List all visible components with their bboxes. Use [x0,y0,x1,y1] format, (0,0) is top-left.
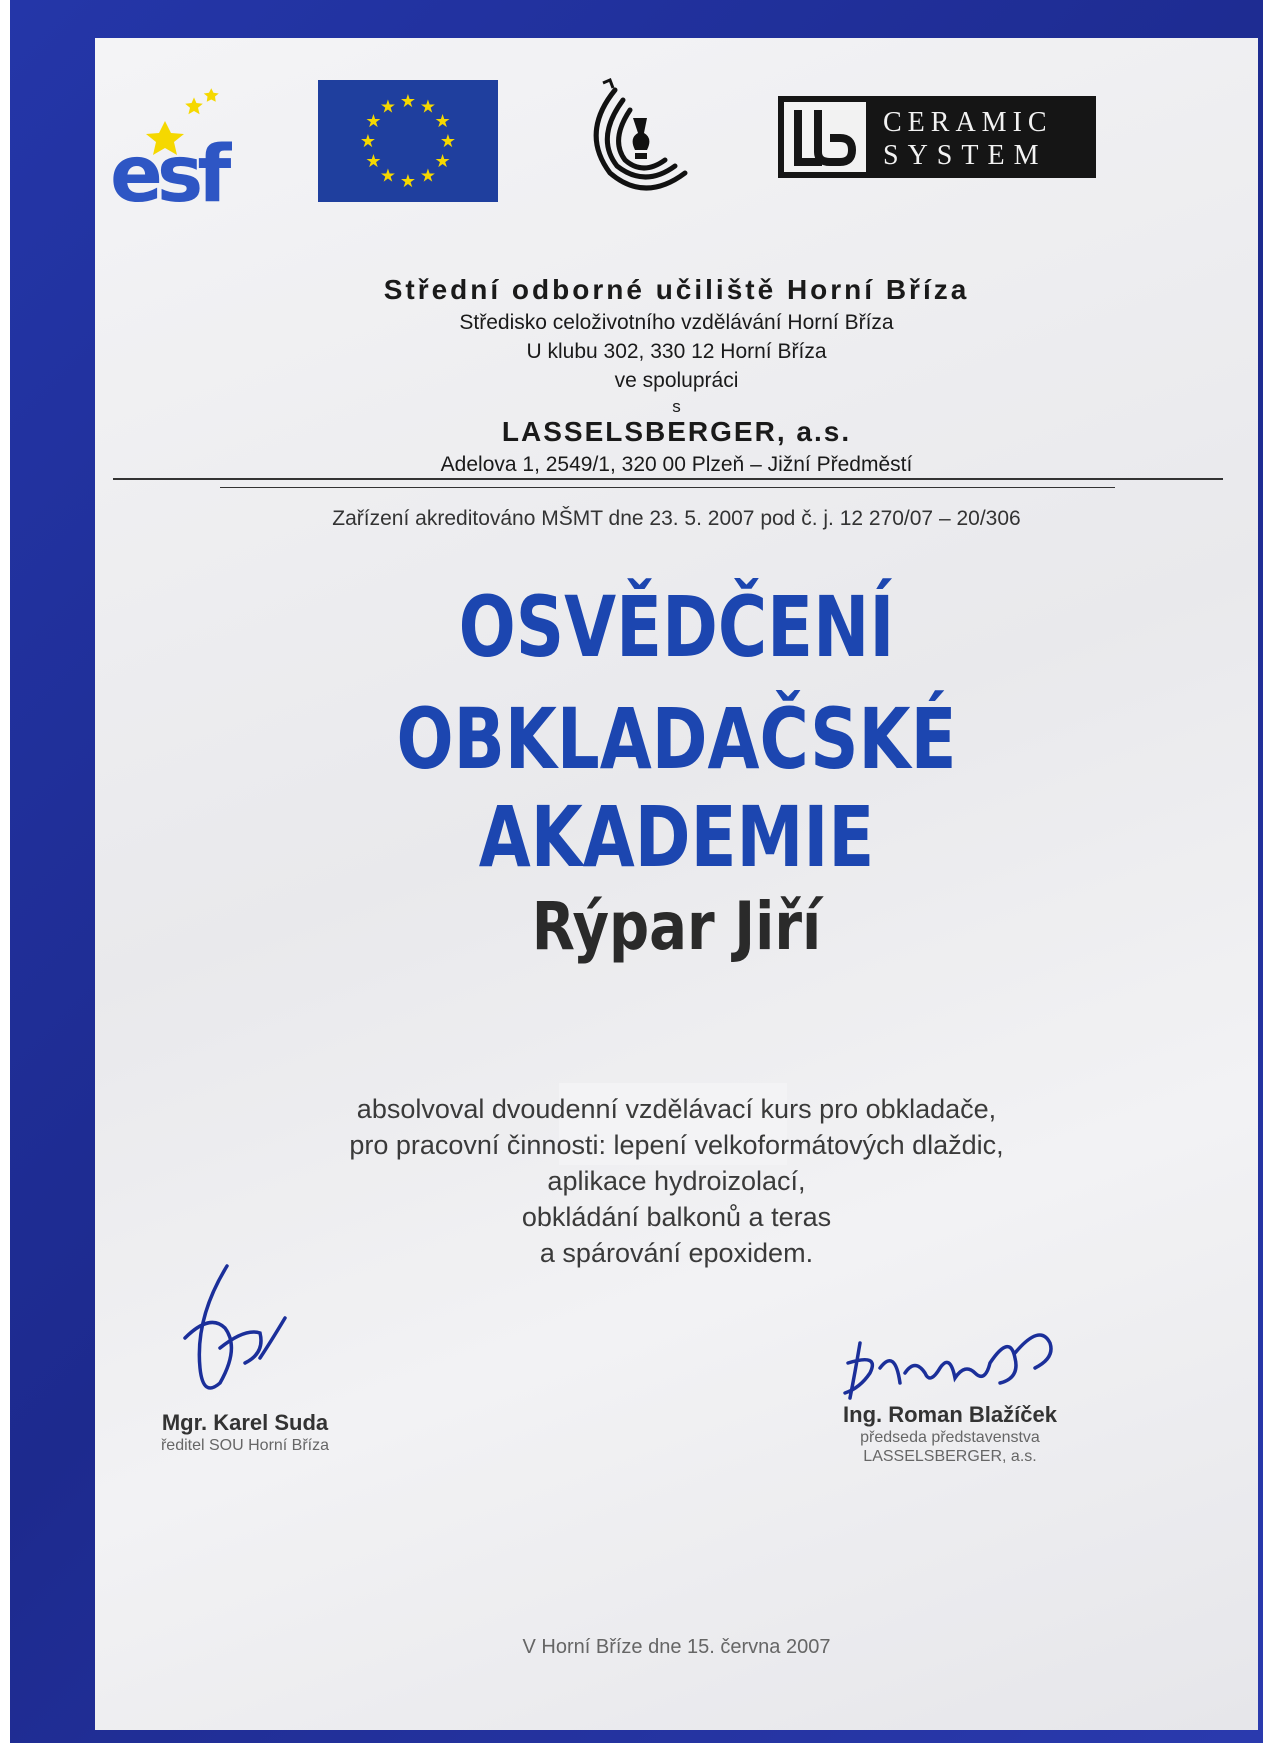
right-signatory-name: Ing. Roman Blažíček [843,1402,1057,1427]
issue-date: V Horní Bříze dne 15. června 2007 [522,1636,831,1658]
eu-star-icon: ★ [379,165,397,187]
accreditation-text: Zařízení akreditováno MŠMT dne 23. 5. 2007 pod č. j. 12 270/07 – 20/306 [332,507,1021,530]
left-signatory-role: ředitel SOU Horní Bříza [160,1437,330,1454]
ceramic-text: CERAMIC [883,107,1053,138]
right-signatory-role-line1: předseda představenstva [860,1429,1040,1446]
eu-flag-logo [318,80,498,202]
certificate-title: OSVĚDČENÍ [458,578,895,676]
esf-text: esf [110,130,226,208]
school-name: Střední odborné učiliště Horní Bříza [383,274,970,305]
left-signatory-name: Mgr. Karel Suda [161,1410,329,1435]
course-line-1: absolvoval dvoudenní vzdělávací kurs pro obkladače, [356,1094,997,1124]
eu-star-icon: ★ [399,171,417,192]
certificate-subtitle: OBKLADAČSKÉ AKADEMIE [396,690,957,886]
system-text: SYSTEM [883,140,1048,171]
course-line-2: pro pracovní činnosti: lepení velkoformátových dlaždic, [349,1130,1004,1160]
course-line-5: a spárování epoxidem. [539,1238,814,1268]
right-signatory [810,1402,1090,1466]
lasselsberger-arc-logo [575,78,700,203]
conjunction-s: s [672,397,681,416]
header-divider-top [113,478,1223,480]
eu-star-icon: ★ [359,131,377,152]
certificate-paper [95,38,1258,1730]
cooperation-text: ve spolupráci [614,369,739,392]
right-signatory-role-line2: LASSELSBERGER, a.s. [863,1448,1037,1465]
recipient-name: Rýpar Jiří [531,888,822,965]
course-line-3: aplikace hydroizolací, [547,1166,806,1196]
school-center: Středisko celoživotního vzdělávání Horní Bříza [459,311,894,334]
ceramic-system-logo [778,96,1096,178]
company-name: LASSELSBERGER, a.s. [501,416,852,447]
left-signature-image [165,1258,305,1408]
left-signatory [125,1410,365,1455]
eu-star-icon: ★ [379,96,397,118]
eu-star-icon: ★ [419,165,437,187]
course-line-4: obkládání balkonů a teras [521,1202,832,1232]
esf-logo [110,83,260,208]
header-divider-bottom [220,487,1115,488]
school-address: U klubu 302, 330 12 Horní Bříza [526,340,827,363]
company-address: Adelova 1, 2549/1, 320 00 Plzeň – Jižní Předměstí [440,453,913,476]
eu-star-icon: ★ [434,151,451,172]
eu-star-icon: ★ [365,151,382,172]
eu-star-icon: ★ [365,111,382,132]
eu-star-icon: ★ [399,91,417,112]
eu-star-icon: ★ [439,131,457,152]
eu-star-icon: ★ [419,96,437,118]
right-signature-image [840,1313,1070,1413]
logo-bar [95,38,1258,258]
eu-star-icon: ★ [434,111,451,132]
